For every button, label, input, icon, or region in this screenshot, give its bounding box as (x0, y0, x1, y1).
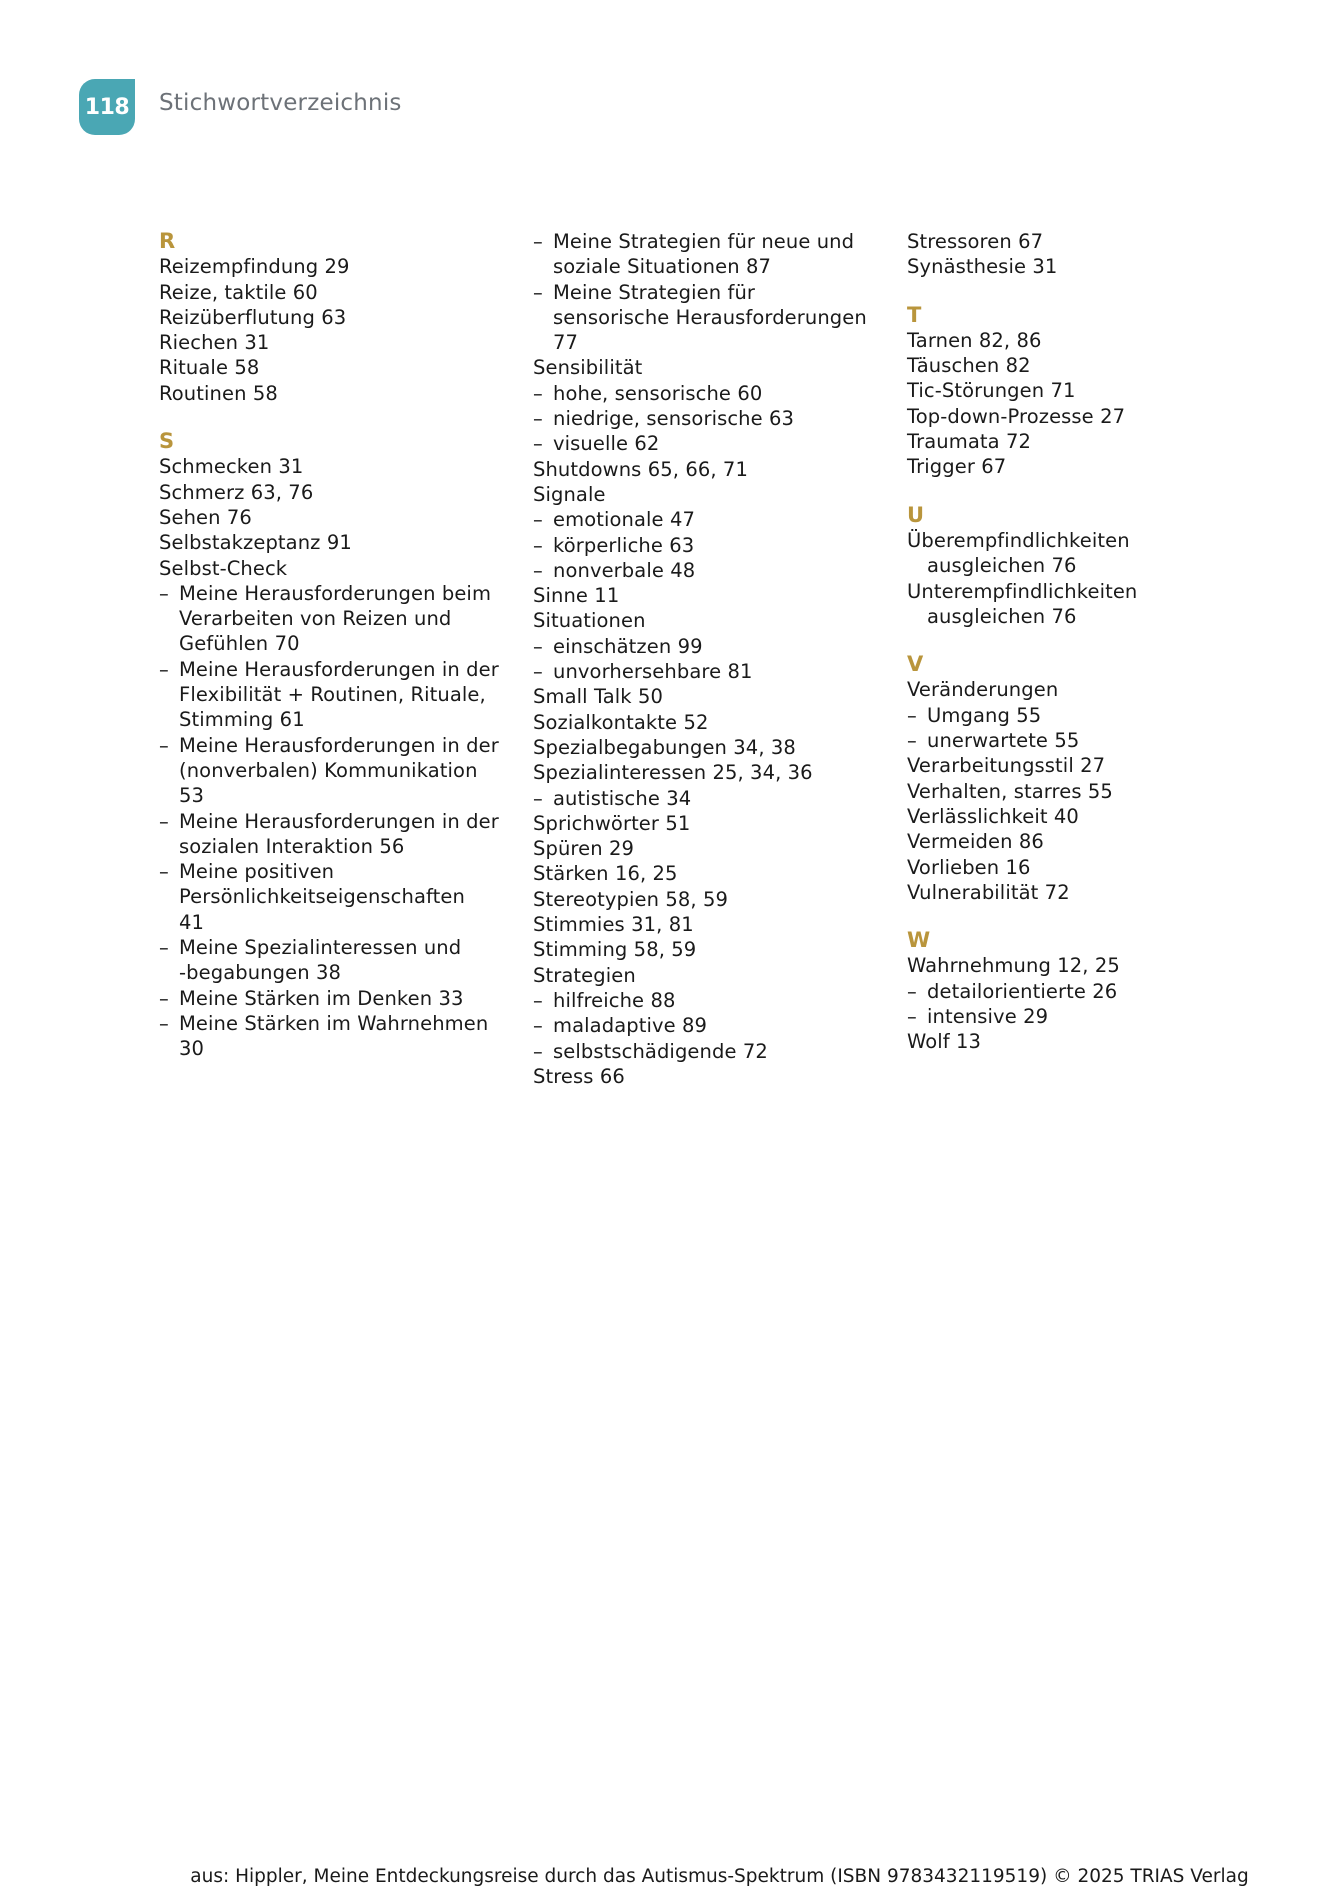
index-entry-continuation: ausgleichen 76 (927, 604, 1077, 628)
index-entry: Sinne 11 (533, 584, 620, 608)
index-subentry-continuation: Flexibilität + Routinen, Rituale, (179, 683, 486, 707)
index-column-2 (533, 229, 893, 1089)
index-entry: Routinen 58 (159, 381, 278, 405)
index-letter-u: U (907, 502, 925, 527)
index-subentry: – hohe, sensorische 60 (533, 381, 893, 406)
index-subentry: – detailorientierte 26 (907, 979, 1267, 1004)
index-subentry: – Umgang 55 (907, 703, 1267, 728)
index-entry: Sozialkontakte 52 (533, 710, 709, 734)
index-subentry: – visuelle 62 (533, 431, 893, 456)
index-letter-s: S (159, 429, 175, 454)
index-column-1 (159, 229, 519, 1062)
index-subentry: – Meine Herausforderungen in der (159, 809, 519, 834)
index-entry: Tic-Störungen 71 (907, 379, 1076, 403)
index-subentry: – autistische 34 (533, 786, 893, 811)
index-letter-w: W (907, 928, 931, 953)
index-subentry: – Meine Strategien für neue und (533, 229, 893, 254)
index-subentry-continuation: 30 (179, 1037, 205, 1061)
index-entry: Stress 66 (533, 1064, 625, 1088)
index-entry: Rituale 58 (159, 356, 260, 380)
index-entry: Wolf 13 (907, 1030, 982, 1054)
index-entry: Reizüberflutung 63 (159, 305, 347, 329)
index-entry: Tarnen 82, 86 (907, 328, 1042, 352)
index-entry: Stimmies 31, 81 (533, 913, 694, 937)
index-entry: Situationen (533, 609, 646, 633)
index-entry: Spezialinteressen 25, 34, 36 (533, 761, 813, 785)
index-column-3 (907, 229, 1267, 1055)
index-subentry-continuation: 41 (179, 910, 205, 934)
index-subentry: – Meine Herausforderungen in der (159, 657, 519, 682)
index-letter-t: T (907, 302, 922, 327)
index-entry: Vermeiden 86 (907, 830, 1044, 854)
index-entry: Überempfindlichkeiten (907, 528, 1130, 552)
index-entry: Verlässlichkeit 40 (907, 804, 1079, 828)
index-subentry-continuation: -begabungen 38 (179, 961, 341, 985)
index-entry: Verarbeitungsstil 27 (907, 754, 1106, 778)
index-entry: Spezialbegabungen 34, 38 (533, 735, 796, 759)
index-entry: Täuschen 82 (907, 354, 1031, 378)
index-subentry: – unerwartete 55 (907, 728, 1267, 753)
index-subentry: – nonverbale 48 (533, 558, 893, 583)
index-entry: Traumata 72 (907, 430, 1032, 454)
index-subentry-continuation: Persönlichkeitseigenschaften (179, 885, 465, 909)
index-entry: Riechen 31 (159, 331, 270, 355)
index-subentry: – Meine positiven (159, 859, 519, 884)
index-subentry: – Meine Herausforderungen beim (159, 581, 519, 606)
index-entry: Selbst-Check (159, 556, 288, 580)
index-entry-continuation: ausgleichen 76 (927, 554, 1077, 578)
index-entry: Veränderungen (907, 678, 1059, 702)
index-subentry: – Meine Stärken im Denken 33 (159, 986, 519, 1011)
copyright-footer: aus: Hippler, Meine Entdeckungsreise durch das Autismus-Spektrum (ISBN 9783432119519) © 2025 TRIAS Verlag (190, 1866, 1249, 1887)
index-entry: Small Talk 50 (533, 685, 664, 709)
index-subentry-continuation: 53 (179, 784, 205, 808)
index-entry: Stressoren 67 (907, 230, 1044, 253)
index-entry: Reize, taktile 60 (159, 280, 318, 304)
index-subentry-continuation: Stimming 61 (179, 708, 305, 732)
page-number-badge: 118 (79, 79, 135, 135)
index-entry: Trigger 67 (907, 455, 1007, 479)
index-entry: Signale (533, 482, 606, 506)
index-entry: Sprichwörter 51 (533, 811, 691, 835)
index-subentry: – intensive 29 (907, 1004, 1267, 1029)
index-subentry-continuation: Verarbeiten von Reizen und (179, 607, 452, 631)
index-subentry: – einschätzen 99 (533, 634, 893, 659)
index-entry: Vulnerabilität 72 (907, 880, 1070, 904)
index-subentry-continuation: sozialen Interaktion 56 (179, 834, 405, 858)
index-entry: Sehen 76 (159, 505, 252, 529)
page-title: Stichwortverzeichnis (159, 90, 402, 116)
index-subentry: – Meine Herausforderungen in der (159, 733, 519, 758)
index-entry: Selbstakzeptanz 91 (159, 531, 352, 555)
index-subentry: – Meine Strategien für (533, 280, 893, 305)
index-entry: Verhalten, starres 55 (907, 779, 1113, 803)
index-subentry: – körperliche 63 (533, 533, 893, 558)
index-entry: Schmecken 31 (159, 455, 304, 479)
index-subentry-continuation: Gefühlen 70 (179, 632, 300, 656)
index-subentry: – hilfreiche 88 (533, 988, 893, 1013)
index-subentry: – maladaptive 89 (533, 1013, 893, 1038)
index-entry: Stärken 16, 25 (533, 862, 678, 886)
index-letter-r: R (159, 229, 176, 253)
index-entry: Sensibilität (533, 356, 643, 380)
index-entry: Unterempfindlichkeiten (907, 579, 1138, 603)
index-subentry: – Meine Stärken im Wahrnehmen (159, 1011, 519, 1036)
index-entry: Stimming 58, 59 (533, 938, 697, 962)
index-letter-v: V (907, 652, 924, 677)
index-subentry-continuation: 77 (553, 331, 579, 355)
index-entry: Spüren 29 (533, 837, 634, 861)
index-subentry: – niedrige, sensorische 63 (533, 406, 893, 431)
index-entry: Synästhesie 31 (907, 255, 1058, 279)
index-subentry: – unvorhersehbare 81 (533, 659, 893, 684)
index-subentry-continuation: soziale Situationen 87 (553, 255, 771, 279)
index-entry: Schmerz 63, 76 (159, 480, 314, 504)
index-entry: Shutdowns 65, 66, 71 (533, 457, 748, 481)
index-entry: Strategien (533, 963, 636, 987)
index-subentry: – emotionale 47 (533, 507, 893, 532)
index-subentry-continuation: (nonverbalen) Kommunikation (179, 758, 478, 782)
index-entry: Reizempfindung 29 (159, 255, 350, 279)
index-subentry: – Meine Spezialinteressen und (159, 935, 519, 960)
index-entry: Top-down-Prozesse 27 (907, 404, 1126, 428)
index-entry: Vorlieben 16 (907, 855, 1031, 879)
index-subentry: – selbstschädigende 72 (533, 1039, 893, 1064)
index-entry: Wahrnehmung 12, 25 (907, 954, 1120, 978)
index-subentry-continuation: sensorische Herausforderungen (553, 305, 867, 329)
index-entry: Stereotypien 58, 59 (533, 887, 728, 911)
